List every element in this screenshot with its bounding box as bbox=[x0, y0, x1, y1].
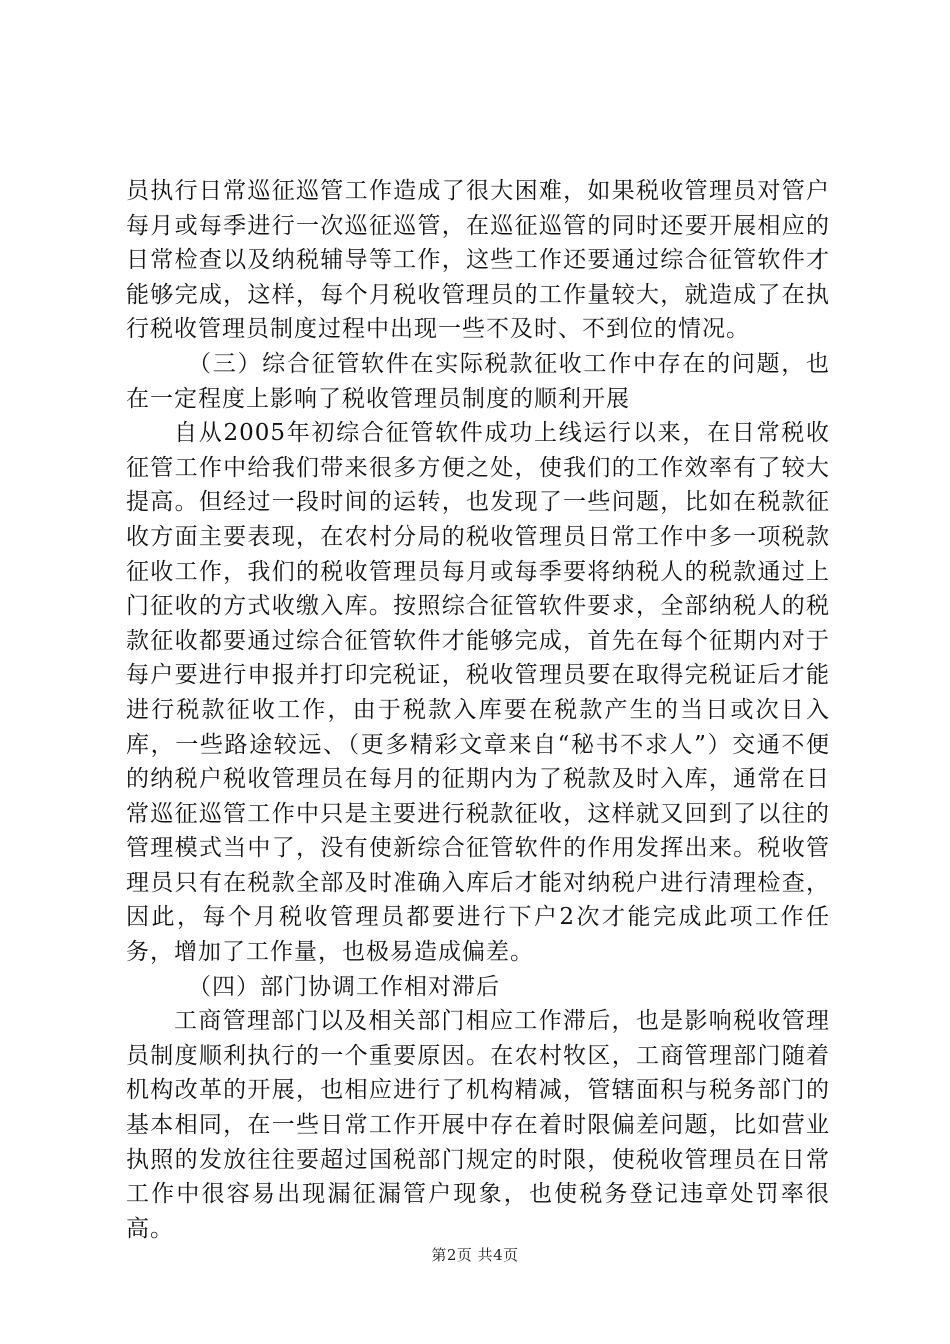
paragraph-department-coordination: 工商管理部门以及相关部门相应工作滞后，也是影响税收管理员制度顺利执行的一个重要原因。在农村牧区，工商管理部门随着机构改革的开展，也相应进行了机构精减，管辖面积与税务部门的基本相同，在一些日常工作开展中存在着时限偏差问题，比如营业执照的发放往往要超过国税部门规定的时限，使税收管理员在日常工作中很容易出现漏征漏管户现象，也使税务登记违章处罚率很高。 bbox=[126, 1008, 830, 1242]
document-body bbox=[126, 174, 830, 1246]
paragraph-software-issues: 自从2005年初综合征管软件成功上线运行以来，在日常税收征管工作中给我们带来很多方便之处，使我们的工作效率有了较大提高。但经过一段时间的运转，也发现了一些问题，比如在税款征收方面主要表现，在农村分局的税收管理员日常工作中多一项税款征收工作，我们的税收管理员每月或每季要将纳税人的税款通过上门征收的方式收缴入库。按照综合征管软件要求，全部纳税人的税款征收都要通过综合征管软件才能够完成，首先在每个征期内对于每户要进行申报并打印完税证，税收管理员要在取得完税证后才能进行税款征收工作，由于税款入库要在税款产生的当日或次日入库，一些路途较远、（更多精彩文章来自“秘书不求人”）交通不便的纳税户税收管理员在每月的征期内为了税款及时入库，通常在日常巡征巡管工作中只是主要进行税款征收，这样就又回到了以往的管理模式当中了，没有使新综合征管软件的作用发挥出来。税收管理员只有在税款全部及时准确入库后才能对纳税户进行清理检查，因此，每个月税收管理员都要进行下户2次才能完成此项工作任务，增加了工作量，也极易造成偏差。 bbox=[126, 420, 830, 966]
paragraph-continuation: 员执行日常巡征巡管工作造成了很大困难，如果税收管理员对管户每月或每季进行一次巡征巡管，在巡征巡管的同时还要开展相应的日常检查以及纳税辅导等工作，这些工作还要通过综合征管软件才能够完成，这样，每个月税收管理员的工作量较大，就造成了在执行税收管理员制度过程中出现一些不及时、不到位的情况。 bbox=[126, 178, 830, 343]
page-number-footer: 第2页 共4页 bbox=[431, 1246, 519, 1264]
section-heading-three: （三）综合征管软件在实际税款征收工作中存在的问题，也在一定程度上影响了税收管理员制度的顺利开展 bbox=[126, 350, 830, 412]
section-heading-four: （四）部门协调工作相对滞后 bbox=[188, 973, 500, 1000]
